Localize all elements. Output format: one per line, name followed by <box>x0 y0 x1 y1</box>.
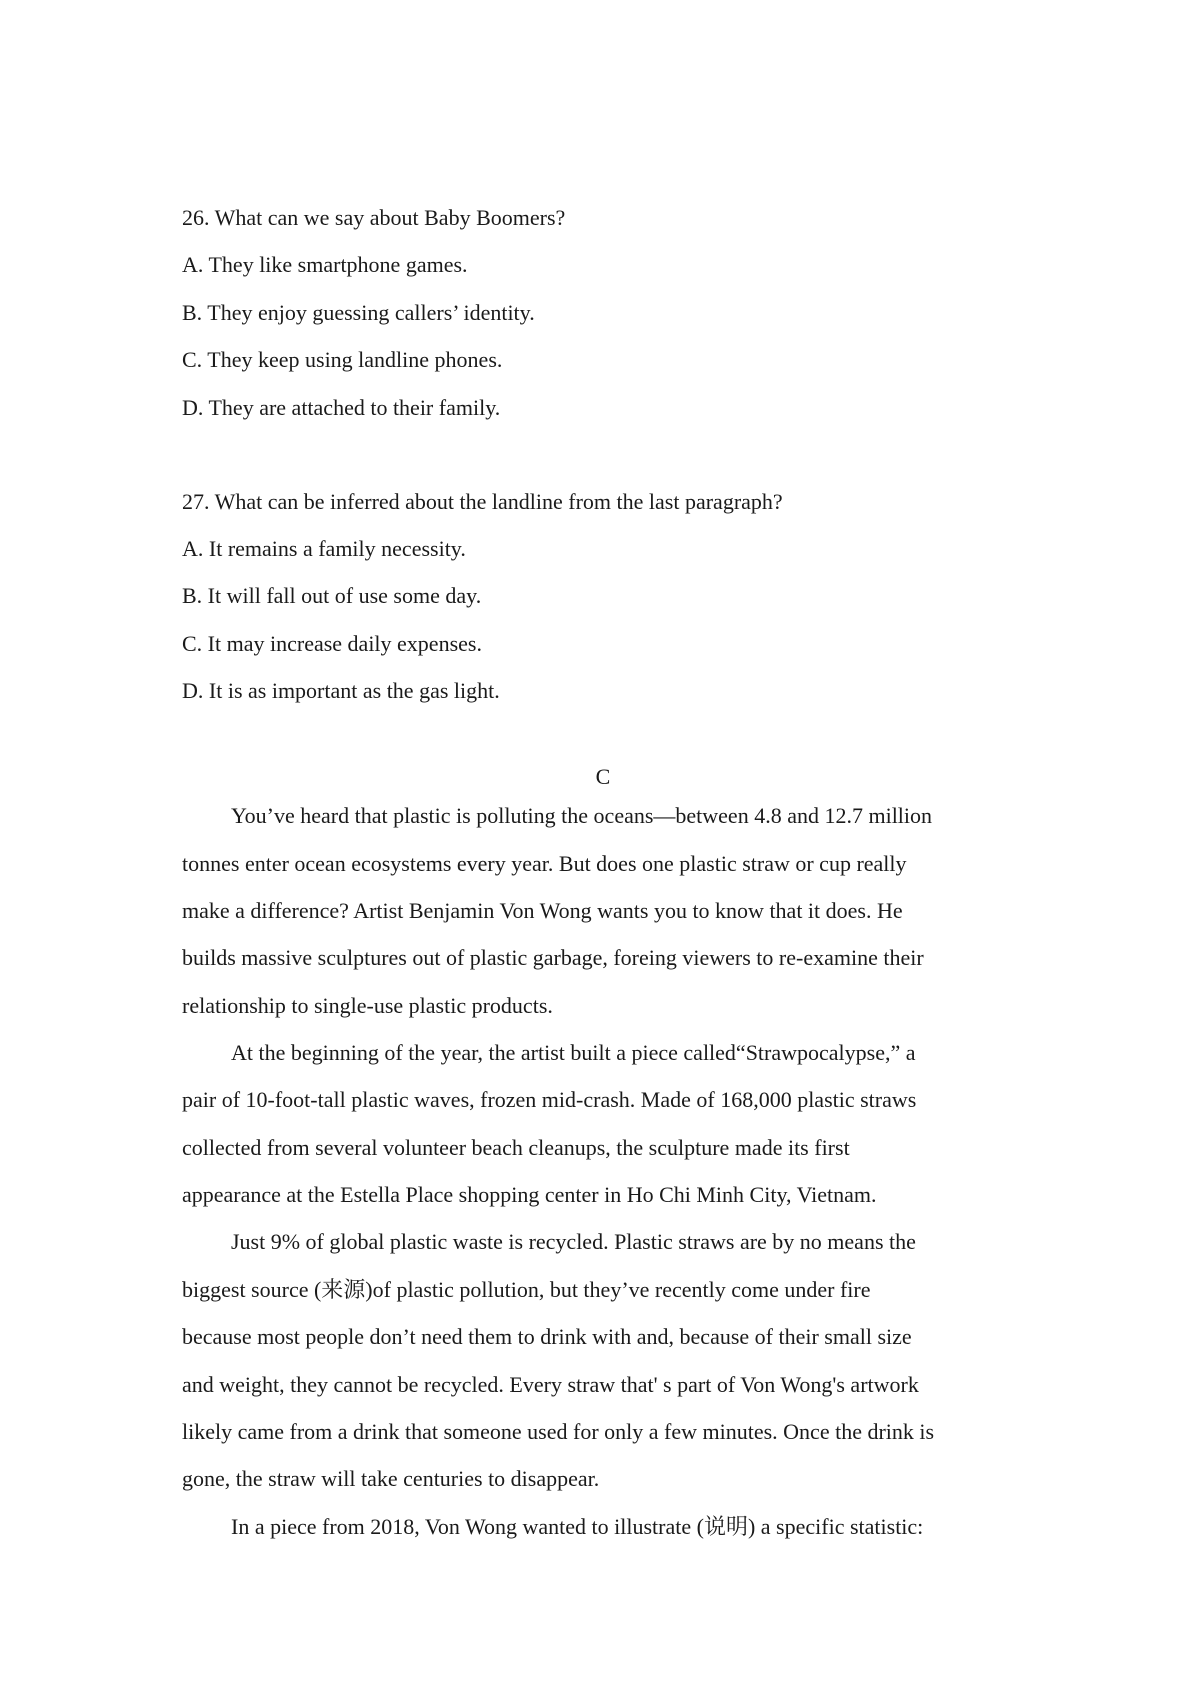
question-26-option-b: B. They enjoy guessing callers’ identity. <box>182 300 535 325</box>
passage-line: tonnes enter ocean ecosystems every year. But does one plastic straw or cup really <box>182 851 907 876</box>
passage-line: At the beginning of the year, the artist built a piece called“Strawpocalypse,” a <box>231 1040 916 1065</box>
passage-line: biggest source (来源)of plastic pollution, but they’ve recently come under fire <box>182 1277 871 1302</box>
question-26-option-a: A. They like smartphone games. <box>182 252 468 277</box>
passage-line: and weight, they cannot be recycled. Every straw that' s part of Von Wong's artwork <box>182 1372 919 1397</box>
passage-line: because most people don’t need them to drink with and, because of their small size <box>182 1324 912 1349</box>
question-27-option-c: C. It may increase daily expenses. <box>182 631 482 656</box>
passage-line: You’ve heard that plastic is polluting the oceans—between 4.8 and 12.7 million <box>231 803 933 828</box>
question-26-option-d: D. They are attached to their family. <box>182 395 501 420</box>
question-26-option-c: C. They keep using landline phones. <box>182 347 503 372</box>
question-27-stem: 27. What can be inferred about the landline from the last paragraph? <box>182 489 783 514</box>
passage-line: collected from several volunteer beach cleanups, the sculpture made its first <box>182 1135 850 1160</box>
passage-line: relationship to single-use plastic products. <box>182 993 553 1018</box>
section-heading: C <box>595 764 611 789</box>
question-26-stem: 26. What can we say about Baby Boomers? <box>182 205 566 230</box>
question-27-option-a: A. It remains a family necessity. <box>182 536 466 561</box>
passage-line: make a difference? Artist Benjamin Von Wong wants you to know that it does. He <box>182 898 903 923</box>
passage-line: gone, the straw will take centuries to disappear. <box>182 1466 600 1491</box>
passage-line: Just 9% of global plastic waste is recycled. Plastic straws are by no means the <box>231 1229 916 1254</box>
passage-line: likely came from a drink that someone used for only a few minutes. Once the drink is <box>182 1419 935 1444</box>
question-27-option-d: D. It is as important as the gas light. <box>182 678 500 703</box>
question-27-option-b: B. It will fall out of use some day. <box>182 583 482 608</box>
passage-line: builds massive sculptures out of plastic garbage, foreing viewers to re-examine their <box>182 945 924 970</box>
passage-line: appearance at the Estella Place shopping center in Ho Chi Minh City, Vietnam. <box>182 1182 877 1207</box>
passage-line: pair of 10-foot-tall plastic waves, frozen mid-crash. Made of 168,000 plastic straws <box>182 1087 917 1112</box>
passage-line: In a piece from 2018, Von Wong wanted to illustrate (说明) a specific statistic: <box>231 1514 924 1539</box>
